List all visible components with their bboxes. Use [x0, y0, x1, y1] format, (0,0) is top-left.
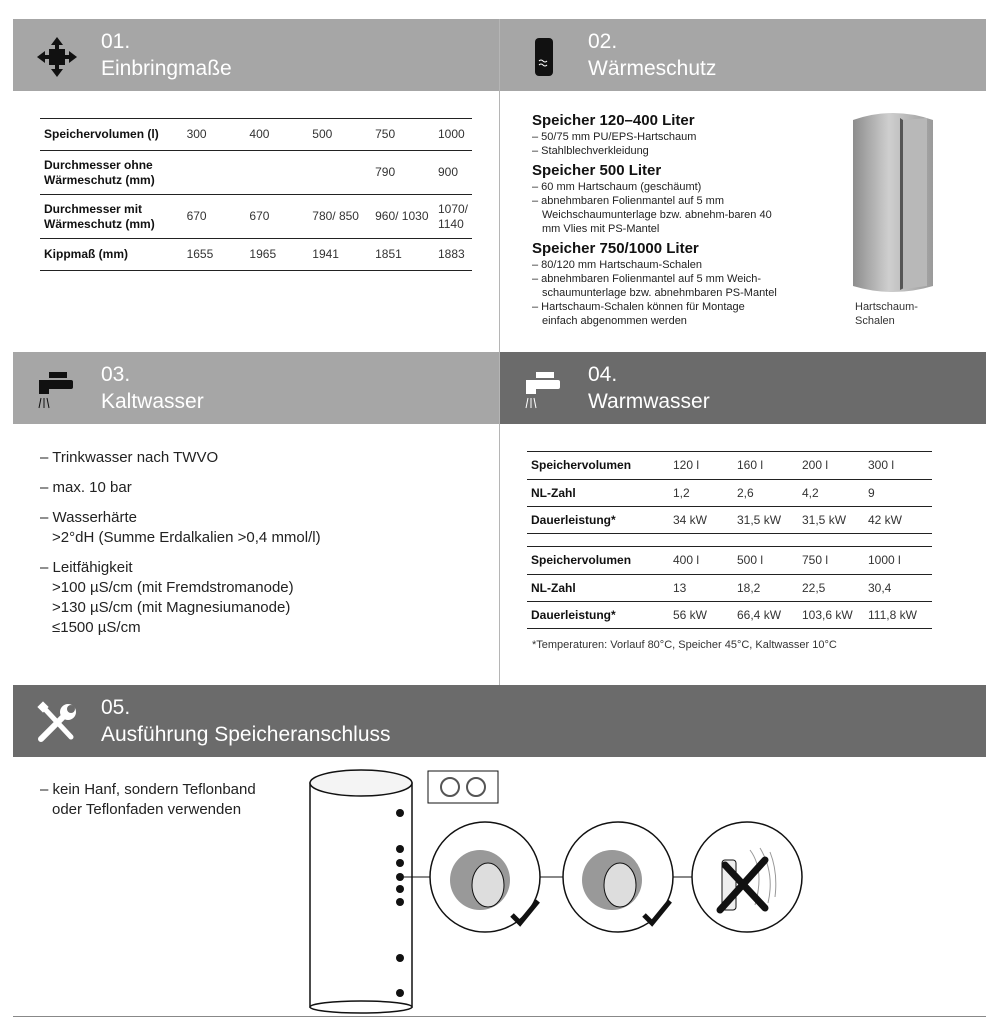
table-cell: 4,2 [802, 485, 819, 500]
table-cell: 960/ 1030 [375, 209, 429, 223]
wrench-screwdriver-icon [35, 701, 79, 745]
image-caption [855, 300, 918, 328]
list-item-label: – Wasserhärte [40, 509, 137, 526]
row-label: Speichervolumen [531, 458, 632, 472]
list-item: – abnehmbaren Folienmantel auf 5 mm Weich-schaumunterlage bzw. abnehmbaren PS-Mantel [532, 273, 777, 299]
table-cell: 1000 l [868, 553, 901, 567]
kaltwasser-list [40, 448, 321, 648]
table-cell [183, 151, 246, 195]
table-row [527, 547, 932, 575]
table-row [40, 195, 472, 239]
bottom-divider [13, 1016, 986, 1017]
table-cell: 13 [673, 580, 687, 595]
table-cell: 750 l [802, 553, 829, 567]
table-cell: 1851 [375, 247, 402, 261]
list-item: – Stahlblechverkleidung [532, 145, 649, 157]
row-label: Kippmaß (mm) [44, 247, 128, 261]
table-cell: 790 [375, 165, 396, 179]
table-cell: 780/ 850 [312, 209, 359, 223]
section-number: 05. [101, 696, 131, 719]
table-cell: 1965 [249, 247, 277, 261]
table-cell: 31,5 kW [737, 512, 782, 527]
row-label: Speichervolumen [531, 553, 632, 567]
table-cell [245, 151, 308, 195]
section-title: Einbringmaße [101, 57, 232, 80]
row-label: Speichervolumen (l) [44, 127, 159, 141]
table-cell: 18,2 [737, 580, 761, 595]
row-label: NL-Zahl [531, 485, 576, 500]
table-cell: 670 [186, 209, 207, 223]
table-row [40, 151, 472, 195]
section-03-header [13, 352, 499, 424]
waermeschutz-text [532, 110, 832, 328]
table-cell: 300 [186, 127, 207, 141]
caption-line: Schalen [855, 315, 895, 327]
section-04-header [500, 352, 986, 424]
section-05-header [13, 685, 986, 757]
list-item: – 50/75 mm PU/EPS-Hartschaum [532, 131, 697, 143]
table-row [527, 507, 932, 534]
table-row [527, 575, 932, 602]
list-item: – 80/120 mm Hartschaum-Schalen [532, 259, 702, 271]
table-cell: 66,4 kW [737, 607, 782, 622]
group-heading: Speicher 120–400 Liter [532, 112, 695, 129]
table-cell: 500 [312, 127, 333, 141]
table-cell: 300 l [868, 458, 895, 472]
table-cell: 42 kW [868, 512, 903, 527]
warmwasser-table-1 [527, 451, 932, 534]
table-row [40, 239, 472, 271]
row-label: Durchmesser ohne Wärmeschutz (mm) [44, 157, 155, 187]
einbringmasse-table [40, 118, 472, 271]
list-item [40, 780, 256, 820]
table-cell: 120 l [673, 458, 700, 472]
list-item: – abnehmbaren Folienmantel auf 5 mm Weichschaumunterlage bzw. abnehm-baren 40 mm Vlies mit PS-Mantel [532, 195, 772, 235]
list-item-value: >100 µS/cm (mit Fremdstromanode) [52, 579, 294, 596]
caption-line: Hartschaum- [855, 301, 918, 313]
list-item: – max. 10 bar [40, 479, 132, 496]
list-item-value: >2°dH (Summe Erdalkalien >0,4 mmol/l) [52, 529, 321, 546]
list-item-value: >130 µS/cm (mit Magnesiumanode) [52, 599, 291, 616]
table-cell: 200 l [802, 458, 829, 472]
section-number: 04. [588, 363, 618, 386]
storage-tank-icon [522, 35, 566, 79]
table-row [40, 119, 472, 151]
list-item [40, 558, 321, 638]
section-title: Wärmeschutz [588, 57, 717, 80]
table-cell: 22,5 [802, 580, 826, 595]
row-label: Dauerleistung* [531, 607, 616, 622]
section-01-header [13, 19, 499, 91]
group-heading: Speicher 500 Liter [532, 162, 662, 179]
group-heading: Speicher 750/1000 Liter [532, 240, 699, 257]
tank-illustration [300, 765, 720, 1015]
section-title: Ausführung Speicheranschluss [101, 723, 391, 746]
table-cell: 750 [375, 127, 396, 141]
table-cell: 400 [249, 127, 270, 141]
water-tap-icon [522, 368, 566, 412]
section-number: 02. [588, 30, 618, 53]
table-cell: 160 l [737, 458, 764, 472]
footnote: *Temperaturen: Vorlauf 80°C, Speicher 45°C, Kaltwasser 10°C [532, 639, 837, 651]
table-cell [308, 151, 371, 195]
table-cell: 56 kW [673, 607, 708, 622]
list-item: – Trinkwasser nach TWVO [40, 449, 219, 466]
section-number: 01. [101, 30, 131, 53]
list-item-label: – Leitfähigkeit [40, 559, 133, 576]
row-label: NL-Zahl [531, 580, 576, 595]
table-cell: 31,5 kW [802, 512, 847, 527]
anschluss-list [40, 780, 256, 820]
table-cell: 1,2 [673, 485, 690, 500]
table-cell: 111,8 kW [868, 607, 917, 622]
table-cell: 500 l [737, 553, 764, 567]
table-cell: 103,6 kW [802, 607, 853, 622]
no-hemp-illustration [690, 820, 805, 935]
section-title: Warmwasser [588, 390, 710, 413]
table-cell: 400 l [673, 553, 700, 567]
section-02-header [500, 19, 986, 91]
section-number: 03. [101, 363, 131, 386]
list-item-label: – kein Hanf, sondern Teflonband [40, 781, 256, 798]
list-item [40, 508, 321, 548]
table-cell: 670 [249, 209, 270, 223]
table-cell: 1883 [437, 247, 465, 261]
section-title: Kaltwasser [101, 390, 204, 413]
table-cell: 9 [868, 485, 875, 500]
table-cell: 1655 [186, 247, 214, 261]
water-tap-icon [35, 368, 79, 412]
table-cell: 34 kW [673, 512, 708, 527]
list-item-value: oder Teflonfaden verwenden [52, 801, 242, 818]
table-cell: 1941 [312, 247, 339, 261]
row-label: Durchmesser mit Wärmeschutz (mm) [44, 201, 155, 231]
foam-shell-image [845, 108, 945, 298]
table-row [527, 480, 932, 507]
table-cell: 900 [437, 165, 458, 179]
table-cell: 1000 [437, 127, 465, 141]
table-cell: 1070/ 1140 [437, 201, 468, 231]
move-arrows-icon [35, 35, 79, 79]
table-cell: 30,4 [868, 580, 892, 595]
row-label: Dauerleistung* [531, 512, 616, 527]
table-row [527, 602, 932, 629]
warmwasser-table-2 [527, 546, 932, 629]
list-item: – Hartschaum-Schalen können für Montage einfach abgenommen werden [532, 301, 745, 327]
table-cell: 2,6 [737, 485, 754, 500]
list-item-value: ≤1500 µS/cm [52, 619, 141, 636]
table-row [527, 452, 932, 480]
list-item: – 60 mm Hartschaum (geschäumt) [532, 181, 702, 193]
